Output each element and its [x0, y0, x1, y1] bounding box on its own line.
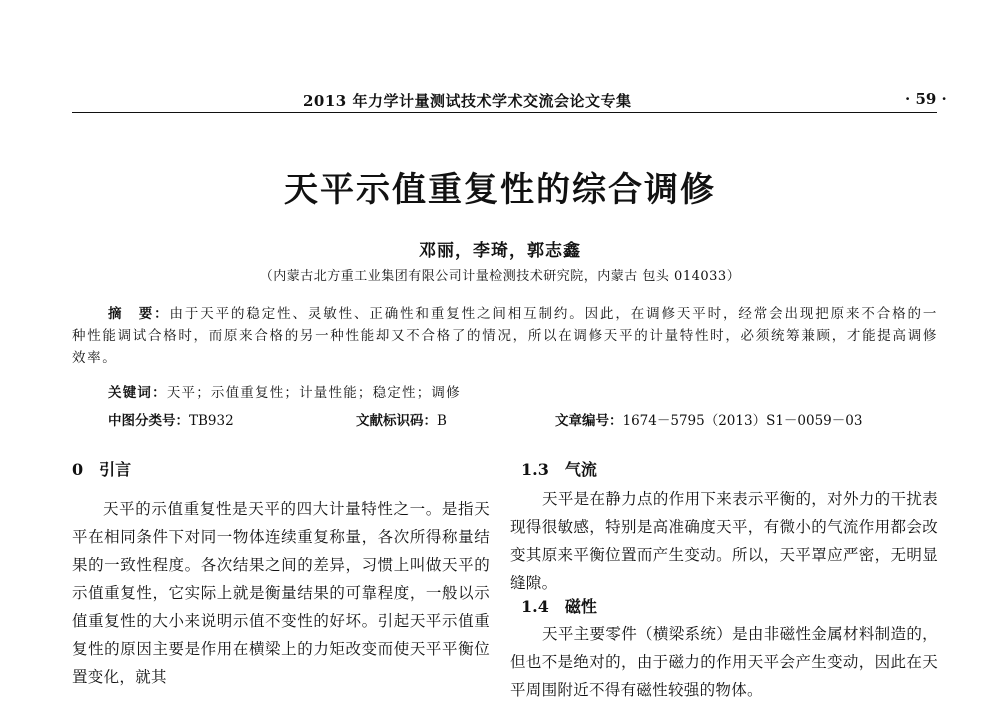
affiliation: （内蒙古北方重工业集团有限公司计量检测技术研究院，内蒙古 包头 014033） [259, 269, 741, 284]
article-number [555, 409, 862, 429]
section-1-3-text: 天平是在静力点的作用下来表示平衡的，对外力的干扰表现得很敏感，特别是高准确度天平，有微小的气流作用都会改变其原来平衡位置而产生变动。所以，天平罩应严密，无明显缝隙。 [510, 490, 938, 592]
clc-number [108, 409, 234, 429]
abstract-label: 摘 要： [108, 306, 170, 322]
article-value: 1674－5795（2013）S1－0059－03 [622, 413, 863, 429]
clc-label: 中图分类号： [108, 413, 189, 429]
clc-value: TB932 [189, 413, 234, 429]
doc-value: B [437, 413, 447, 429]
section-intro-title: 0 引言 [72, 460, 132, 479]
authors: 邓丽，李琦，郭志鑫 [419, 241, 581, 261]
header-rule [72, 112, 937, 113]
abstract-text: 由于天平的稳定性、灵敏性、正确性和重复性之间相互制约。因此，在调修天平时，经常会出现把原来不合格的一种性能调试合格时，而原来合格的另一种性能却又不合格了的情况，所以在调修天平的计量特性时，必须统筹兼顾，才能提高调修效率。 [72, 306, 939, 366]
keywords-label: 关键词： [108, 385, 167, 401]
section-1-3-title: 1.3 气流 [521, 460, 597, 479]
journal-header: 2013 年力学计量测试技术学术交流会论文专集 [303, 92, 632, 110]
keywords-text: 天平；示值重复性；计量性能；稳定性；调修 [166, 385, 461, 401]
article-label: 文章编号： [555, 413, 623, 429]
doc-label: 文献标识码： [356, 413, 437, 429]
document-code [356, 409, 447, 429]
page-number: · 59 · [905, 90, 947, 108]
section-1-4-title: 1.4 磁性 [521, 597, 597, 616]
keywords [108, 381, 461, 401]
section-intro-text: 天平的示值重复性是天平的四大计量特性之一。是指天平在相同条件下对同一物体连续重复称量，各次所得称量结果的一致性程度。各次结果之间的差异，习惯上叫做天平的示值重复性，它实际上就是衡量结果的可靠程度，一般以示值重复性的大小来说明示值不变性的好坏。引起天平示值重复性的原因主要是作用在横梁上的力矩改变而使天平平衡位置变化，就其 [72, 500, 490, 686]
paper-title: 天平示值重复性的综合调修 [284, 170, 716, 210]
abstract [72, 303, 938, 369]
section-1-4-text: 天平主要零件（横梁系统）是由非磁性金属材料制造的，但也不是绝对的，由于磁力的作用天平会产生变动，因此在天平周围附近不得有磁性较强的物体。 [510, 625, 938, 699]
